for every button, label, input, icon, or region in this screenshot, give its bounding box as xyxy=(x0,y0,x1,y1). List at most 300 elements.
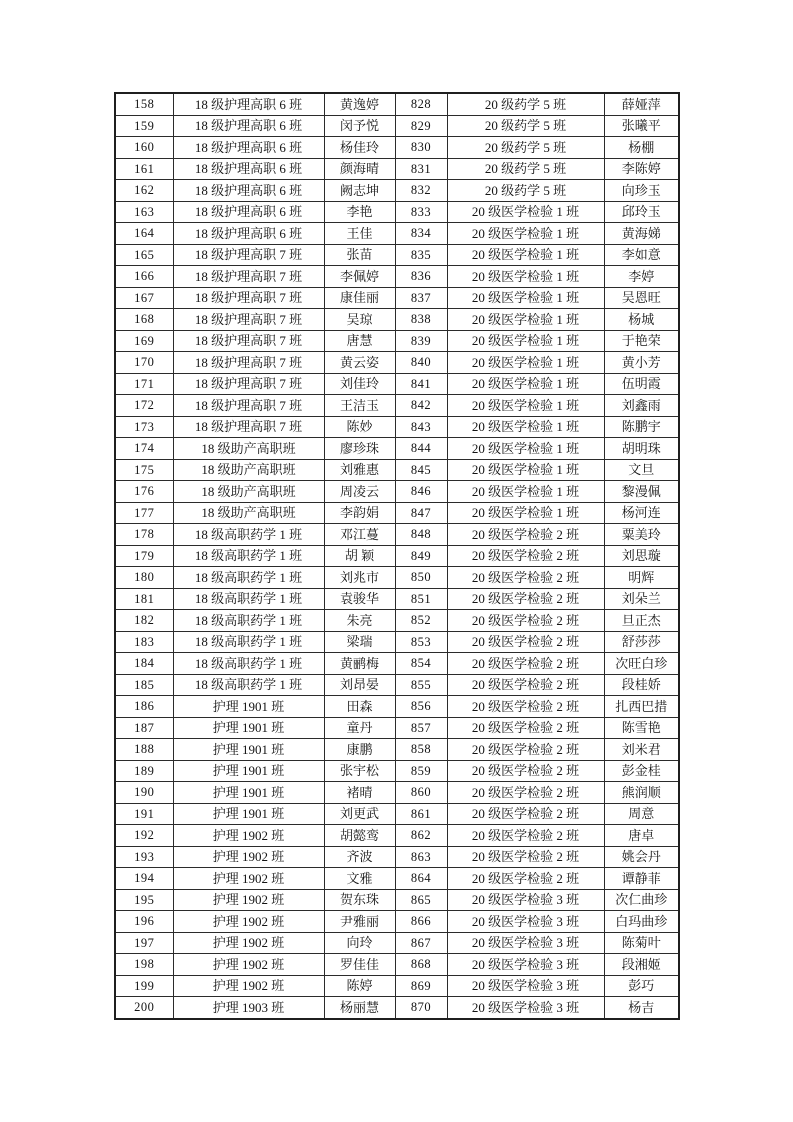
seat-number-left: 191 xyxy=(115,803,173,825)
student-name-left: 胡懿鸾 xyxy=(324,825,395,847)
class-name-left: 18 级护理高职 7 班 xyxy=(173,309,324,331)
roster-table-body xyxy=(115,93,679,1019)
seat-number-left: 190 xyxy=(115,782,173,804)
table-row xyxy=(115,868,679,890)
student-name-left: 刘昂晏 xyxy=(324,674,395,696)
student-name-left: 黄鹂梅 xyxy=(324,653,395,675)
table-row xyxy=(115,954,679,976)
student-name-left: 刘佳玲 xyxy=(324,373,395,395)
seat-number-right: 838 xyxy=(395,309,447,331)
seat-number-left: 160 xyxy=(115,137,173,159)
seat-number-right: 866 xyxy=(395,911,447,933)
class-name-left: 18 级助产高职班 xyxy=(173,438,324,460)
class-name-left: 18 级护理高职 7 班 xyxy=(173,330,324,352)
class-name-left: 18 级高职药学 1 班 xyxy=(173,588,324,610)
student-name-right: 刘朵兰 xyxy=(604,588,679,610)
class-name-right: 20 级医学检验 1 班 xyxy=(447,395,604,417)
student-name-right: 李如意 xyxy=(604,244,679,266)
seat-number-right: 859 xyxy=(395,760,447,782)
class-name-left: 护理 1901 班 xyxy=(173,717,324,739)
seat-number-right: 852 xyxy=(395,610,447,632)
student-name-left: 刘更武 xyxy=(324,803,395,825)
table-row xyxy=(115,674,679,696)
class-name-right: 20 级医学检验 2 班 xyxy=(447,674,604,696)
table-row xyxy=(115,610,679,632)
seat-number-left: 166 xyxy=(115,266,173,288)
class-name-right: 20 级医学检验 3 班 xyxy=(447,911,604,933)
student-name-right: 陈菊叶 xyxy=(604,932,679,954)
student-name-left: 陈婷 xyxy=(324,975,395,997)
seat-number-left: 162 xyxy=(115,180,173,202)
table-row xyxy=(115,502,679,524)
seat-number-left: 183 xyxy=(115,631,173,653)
student-name-left: 杨佳玲 xyxy=(324,137,395,159)
student-name-left: 阙志坤 xyxy=(324,180,395,202)
student-name-right: 李陈婷 xyxy=(604,158,679,180)
seat-number-right: 848 xyxy=(395,524,447,546)
seat-number-left: 181 xyxy=(115,588,173,610)
class-name-left: 护理 1901 班 xyxy=(173,696,324,718)
table-row xyxy=(115,588,679,610)
table-row xyxy=(115,201,679,223)
class-name-left: 18 级助产高职班 xyxy=(173,502,324,524)
table-row xyxy=(115,352,679,374)
table-row xyxy=(115,481,679,503)
seat-number-right: 870 xyxy=(395,997,447,1019)
table-row xyxy=(115,567,679,589)
student-name-right: 刘米君 xyxy=(604,739,679,761)
seat-number-left: 188 xyxy=(115,739,173,761)
class-name-right: 20 级医学检验 1 班 xyxy=(447,287,604,309)
class-name-left: 18 级护理高职 7 班 xyxy=(173,352,324,374)
class-name-right: 20 级医学检验 1 班 xyxy=(447,244,604,266)
student-name-left: 田森 xyxy=(324,696,395,718)
student-name-right: 李婷 xyxy=(604,266,679,288)
student-name-right: 扎西巴措 xyxy=(604,696,679,718)
student-name-left: 廖珍珠 xyxy=(324,438,395,460)
seat-number-left: 174 xyxy=(115,438,173,460)
seat-number-right: 834 xyxy=(395,223,447,245)
seat-number-left: 192 xyxy=(115,825,173,847)
student-name-left: 杨丽慧 xyxy=(324,997,395,1019)
student-name-right: 粟美玲 xyxy=(604,524,679,546)
table-row xyxy=(115,115,679,137)
seat-number-right: 833 xyxy=(395,201,447,223)
class-name-left: 护理 1901 班 xyxy=(173,782,324,804)
class-name-right: 20 级医学检验 1 班 xyxy=(447,223,604,245)
student-name-right: 彭巧 xyxy=(604,975,679,997)
seat-number-left: 164 xyxy=(115,223,173,245)
table-row xyxy=(115,158,679,180)
table-row xyxy=(115,395,679,417)
student-name-left: 吴琼 xyxy=(324,309,395,331)
class-name-left: 护理 1901 班 xyxy=(173,803,324,825)
seat-number-left: 175 xyxy=(115,459,173,481)
seat-number-right: 860 xyxy=(395,782,447,804)
student-name-right: 文旦 xyxy=(604,459,679,481)
seat-number-left: 171 xyxy=(115,373,173,395)
seat-number-left: 165 xyxy=(115,244,173,266)
class-name-left: 18 级护理高职 6 班 xyxy=(173,223,324,245)
class-name-right: 20 级医学检验 2 班 xyxy=(447,567,604,589)
seat-number-left: 186 xyxy=(115,696,173,718)
class-name-left: 18 级护理高职 7 班 xyxy=(173,244,324,266)
student-name-right: 段桂娇 xyxy=(604,674,679,696)
seat-number-right: 846 xyxy=(395,481,447,503)
class-name-right: 20 级医学检验 1 班 xyxy=(447,438,604,460)
table-row xyxy=(115,180,679,202)
class-name-left: 护理 1902 班 xyxy=(173,954,324,976)
class-name-left: 18 级护理高职 6 班 xyxy=(173,201,324,223)
class-name-left: 18 级护理高职 6 班 xyxy=(173,93,324,115)
seat-number-left: 187 xyxy=(115,717,173,739)
table-row xyxy=(115,739,679,761)
student-name-right: 薛娅萍 xyxy=(604,93,679,115)
table-row xyxy=(115,932,679,954)
student-name-right: 杨吉 xyxy=(604,997,679,1019)
class-name-left: 18 级护理高职 7 班 xyxy=(173,395,324,417)
table-row xyxy=(115,244,679,266)
table-row xyxy=(115,653,679,675)
class-name-right: 20 级医学检验 2 班 xyxy=(447,739,604,761)
seat-number-right: 847 xyxy=(395,502,447,524)
class-name-left: 18 级护理高职 7 班 xyxy=(173,416,324,438)
seat-number-left: 161 xyxy=(115,158,173,180)
class-name-right: 20 级医学检验 2 班 xyxy=(447,846,604,868)
class-name-right: 20 级医学检验 1 班 xyxy=(447,502,604,524)
student-name-right: 谭静菲 xyxy=(604,868,679,890)
seat-number-left: 159 xyxy=(115,115,173,137)
table-row xyxy=(115,287,679,309)
class-name-right: 20 级医学检验 2 班 xyxy=(447,782,604,804)
class-name-right: 20 级医学检验 1 班 xyxy=(447,266,604,288)
seat-number-right: 828 xyxy=(395,93,447,115)
seat-number-right: 850 xyxy=(395,567,447,589)
seat-number-right: 842 xyxy=(395,395,447,417)
class-name-left: 18 级护理高职 6 班 xyxy=(173,180,324,202)
table-row xyxy=(115,846,679,868)
class-name-right: 20 级医学检验 3 班 xyxy=(447,932,604,954)
seat-number-right: 863 xyxy=(395,846,447,868)
class-name-left: 18 级高职药学 1 班 xyxy=(173,545,324,567)
student-name-left: 童丹 xyxy=(324,717,395,739)
class-name-right: 20 级医学检验 1 班 xyxy=(447,330,604,352)
class-name-left: 护理 1902 班 xyxy=(173,825,324,847)
seat-number-left: 180 xyxy=(115,567,173,589)
seat-number-right: 841 xyxy=(395,373,447,395)
seat-number-left: 158 xyxy=(115,93,173,115)
seat-number-left: 193 xyxy=(115,846,173,868)
student-name-left: 陈妙 xyxy=(324,416,395,438)
class-name-left: 18 级助产高职班 xyxy=(173,459,324,481)
student-name-right: 次仁曲珍 xyxy=(604,889,679,911)
class-name-left: 18 级高职药学 1 班 xyxy=(173,653,324,675)
seat-number-left: 195 xyxy=(115,889,173,911)
seat-number-right: 855 xyxy=(395,674,447,696)
class-name-left: 18 级高职药学 1 班 xyxy=(173,610,324,632)
table-row xyxy=(115,545,679,567)
class-name-right: 20 级医学检验 1 班 xyxy=(447,201,604,223)
table-row xyxy=(115,416,679,438)
seat-number-left: 198 xyxy=(115,954,173,976)
class-name-right: 20 级医学检验 2 班 xyxy=(447,696,604,718)
student-name-left: 王佳 xyxy=(324,223,395,245)
student-name-left: 李韵娟 xyxy=(324,502,395,524)
seat-number-right: 857 xyxy=(395,717,447,739)
student-name-right: 彭金桂 xyxy=(604,760,679,782)
class-name-left: 18 级护理高职 6 班 xyxy=(173,137,324,159)
seat-number-right: 836 xyxy=(395,266,447,288)
class-name-right: 20 级医学检验 2 班 xyxy=(447,653,604,675)
class-name-left: 护理 1902 班 xyxy=(173,846,324,868)
class-name-right: 20 级药学 5 班 xyxy=(447,93,604,115)
student-name-right: 唐卓 xyxy=(604,825,679,847)
table-row xyxy=(115,889,679,911)
student-name-left: 向玲 xyxy=(324,932,395,954)
student-name-right: 段湘姬 xyxy=(604,954,679,976)
table-row xyxy=(115,309,679,331)
seat-number-right: 845 xyxy=(395,459,447,481)
table-row xyxy=(115,266,679,288)
seat-number-right: 840 xyxy=(395,352,447,374)
student-name-right: 白玛曲珍 xyxy=(604,911,679,933)
class-name-left: 护理 1902 班 xyxy=(173,889,324,911)
student-name-right: 杨棚 xyxy=(604,137,679,159)
class-name-left: 18 级高职药学 1 班 xyxy=(173,567,324,589)
seat-number-left: 177 xyxy=(115,502,173,524)
student-name-left: 李佩婷 xyxy=(324,266,395,288)
class-name-right: 20 级医学检验 3 班 xyxy=(447,889,604,911)
student-name-left: 颜海晴 xyxy=(324,158,395,180)
class-name-right: 20 级医学检验 1 班 xyxy=(447,373,604,395)
class-name-right: 20 级医学检验 1 班 xyxy=(447,352,604,374)
class-name-right: 20 级医学检验 1 班 xyxy=(447,481,604,503)
seat-number-right: 835 xyxy=(395,244,447,266)
student-name-right: 邱玲玉 xyxy=(604,201,679,223)
student-name-right: 熊润顺 xyxy=(604,782,679,804)
table-row xyxy=(115,782,679,804)
student-name-right: 黄小芳 xyxy=(604,352,679,374)
seat-number-left: 163 xyxy=(115,201,173,223)
student-name-left: 唐慧 xyxy=(324,330,395,352)
seat-number-right: 844 xyxy=(395,438,447,460)
class-name-right: 20 级医学检验 1 班 xyxy=(447,309,604,331)
class-name-right: 20 级药学 5 班 xyxy=(447,115,604,137)
seat-number-left: 169 xyxy=(115,330,173,352)
class-name-left: 18 级护理高职 6 班 xyxy=(173,158,324,180)
student-roster-table xyxy=(114,92,680,1020)
seat-number-left: 172 xyxy=(115,395,173,417)
student-name-right: 刘鑫雨 xyxy=(604,395,679,417)
seat-number-right: 868 xyxy=(395,954,447,976)
seat-number-left: 184 xyxy=(115,653,173,675)
table-row xyxy=(115,459,679,481)
table-row xyxy=(115,975,679,997)
seat-number-right: 830 xyxy=(395,137,447,159)
class-name-left: 18 级护理高职 6 班 xyxy=(173,115,324,137)
seat-number-right: 839 xyxy=(395,330,447,352)
class-name-left: 护理 1901 班 xyxy=(173,739,324,761)
student-name-left: 张宇松 xyxy=(324,760,395,782)
class-name-right: 20 级医学检验 2 班 xyxy=(447,545,604,567)
student-name-right: 舒莎莎 xyxy=(604,631,679,653)
roster-table-container xyxy=(114,92,680,1020)
seat-number-right: 829 xyxy=(395,115,447,137)
student-name-right: 吴恩旺 xyxy=(604,287,679,309)
seat-number-right: 864 xyxy=(395,868,447,890)
student-name-right: 黄海娣 xyxy=(604,223,679,245)
student-name-left: 袁骏华 xyxy=(324,588,395,610)
seat-number-left: 176 xyxy=(115,481,173,503)
student-name-right: 陈鹏宇 xyxy=(604,416,679,438)
class-name-left: 18 级高职药学 1 班 xyxy=(173,674,324,696)
student-name-left: 黄云姿 xyxy=(324,352,395,374)
seat-number-left: 173 xyxy=(115,416,173,438)
class-name-right: 20 级医学检验 2 班 xyxy=(447,610,604,632)
class-name-left: 护理 1902 班 xyxy=(173,932,324,954)
class-name-right: 20 级医学检验 3 班 xyxy=(447,975,604,997)
student-name-left: 刘雅惠 xyxy=(324,459,395,481)
table-row xyxy=(115,223,679,245)
class-name-left: 18 级护理高职 7 班 xyxy=(173,266,324,288)
class-name-left: 18 级护理高职 7 班 xyxy=(173,287,324,309)
class-name-right: 20 级医学检验 2 班 xyxy=(447,760,604,782)
seat-number-left: 196 xyxy=(115,911,173,933)
class-name-left: 18 级助产高职班 xyxy=(173,481,324,503)
class-name-right: 20 级医学检验 2 班 xyxy=(447,868,604,890)
class-name-right: 20 级医学检验 3 班 xyxy=(447,997,604,1019)
class-name-left: 护理 1902 班 xyxy=(173,868,324,890)
student-name-right: 明辉 xyxy=(604,567,679,589)
class-name-right: 20 级药学 5 班 xyxy=(447,137,604,159)
seat-number-left: 199 xyxy=(115,975,173,997)
seat-number-left: 179 xyxy=(115,545,173,567)
table-row xyxy=(115,911,679,933)
table-row xyxy=(115,997,679,1019)
table-row xyxy=(115,717,679,739)
class-name-right: 20 级医学检验 2 班 xyxy=(447,631,604,653)
seat-number-right: 849 xyxy=(395,545,447,567)
seat-number-left: 194 xyxy=(115,868,173,890)
class-name-left: 18 级高职药学 1 班 xyxy=(173,631,324,653)
student-name-right: 黎漫佩 xyxy=(604,481,679,503)
student-name-right: 于艳荣 xyxy=(604,330,679,352)
seat-number-right: 853 xyxy=(395,631,447,653)
student-name-left: 罗佳佳 xyxy=(324,954,395,976)
student-name-right: 杨河连 xyxy=(604,502,679,524)
seat-number-left: 170 xyxy=(115,352,173,374)
class-name-left: 护理 1902 班 xyxy=(173,911,324,933)
seat-number-right: 862 xyxy=(395,825,447,847)
student-name-right: 张曦平 xyxy=(604,115,679,137)
seat-number-right: 843 xyxy=(395,416,447,438)
student-name-right: 姚会丹 xyxy=(604,846,679,868)
class-name-left: 18 级高职药学 1 班 xyxy=(173,524,324,546)
student-name-left: 黄逸婷 xyxy=(324,93,395,115)
student-name-left: 刘兆市 xyxy=(324,567,395,589)
student-name-left: 王洁玉 xyxy=(324,395,395,417)
seat-number-right: 831 xyxy=(395,158,447,180)
student-name-left: 齐波 xyxy=(324,846,395,868)
seat-number-left: 189 xyxy=(115,760,173,782)
student-name-left: 梁瑞 xyxy=(324,631,395,653)
student-name-right: 刘思璇 xyxy=(604,545,679,567)
table-row xyxy=(115,373,679,395)
class-name-right: 20 级医学检验 1 班 xyxy=(447,416,604,438)
seat-number-left: 168 xyxy=(115,309,173,331)
class-name-right: 20 级医学检验 2 班 xyxy=(447,717,604,739)
student-name-left: 胡 颖 xyxy=(324,545,395,567)
seat-number-right: 869 xyxy=(395,975,447,997)
class-name-right: 20 级医学检验 2 班 xyxy=(447,588,604,610)
student-name-left: 李艳 xyxy=(324,201,395,223)
table-row xyxy=(115,760,679,782)
student-name-right: 胡明珠 xyxy=(604,438,679,460)
student-name-left: 尹雅丽 xyxy=(324,911,395,933)
table-row xyxy=(115,438,679,460)
seat-number-right: 851 xyxy=(395,588,447,610)
seat-number-right: 832 xyxy=(395,180,447,202)
class-name-left: 护理 1901 班 xyxy=(173,760,324,782)
class-name-right: 20 级药学 5 班 xyxy=(447,158,604,180)
student-name-left: 褚晴 xyxy=(324,782,395,804)
table-row xyxy=(115,93,679,115)
seat-number-right: 867 xyxy=(395,932,447,954)
class-name-right: 20 级药学 5 班 xyxy=(447,180,604,202)
student-name-left: 邓江蔓 xyxy=(324,524,395,546)
student-name-right: 陈雪艳 xyxy=(604,717,679,739)
seat-number-left: 182 xyxy=(115,610,173,632)
class-name-left: 18 级护理高职 7 班 xyxy=(173,373,324,395)
student-name-right: 伍明霞 xyxy=(604,373,679,395)
student-name-left: 康佳丽 xyxy=(324,287,395,309)
seat-number-right: 865 xyxy=(395,889,447,911)
seat-number-right: 854 xyxy=(395,653,447,675)
student-name-left: 康鹏 xyxy=(324,739,395,761)
class-name-left: 护理 1903 班 xyxy=(173,997,324,1019)
student-name-left: 闵予悦 xyxy=(324,115,395,137)
table-row xyxy=(115,524,679,546)
seat-number-left: 178 xyxy=(115,524,173,546)
class-name-right: 20 级医学检验 1 班 xyxy=(447,459,604,481)
student-name-left: 文雅 xyxy=(324,868,395,890)
student-name-left: 贺东珠 xyxy=(324,889,395,911)
table-row xyxy=(115,803,679,825)
table-row xyxy=(115,825,679,847)
student-name-right: 旦正杰 xyxy=(604,610,679,632)
student-name-left: 张苗 xyxy=(324,244,395,266)
class-name-right: 20 级医学检验 2 班 xyxy=(447,825,604,847)
seat-number-right: 861 xyxy=(395,803,447,825)
table-row xyxy=(115,631,679,653)
seat-number-right: 858 xyxy=(395,739,447,761)
seat-number-right: 837 xyxy=(395,287,447,309)
table-row xyxy=(115,330,679,352)
table-row xyxy=(115,137,679,159)
student-name-right: 周意 xyxy=(604,803,679,825)
class-name-right: 20 级医学检验 3 班 xyxy=(447,954,604,976)
seat-number-left: 197 xyxy=(115,932,173,954)
student-name-left: 朱亮 xyxy=(324,610,395,632)
seat-number-right: 856 xyxy=(395,696,447,718)
seat-number-left: 185 xyxy=(115,674,173,696)
seat-number-left: 200 xyxy=(115,997,173,1019)
class-name-right: 20 级医学检验 2 班 xyxy=(447,803,604,825)
student-name-right: 次旺白珍 xyxy=(604,653,679,675)
table-row xyxy=(115,696,679,718)
seat-number-left: 167 xyxy=(115,287,173,309)
class-name-left: 护理 1902 班 xyxy=(173,975,324,997)
